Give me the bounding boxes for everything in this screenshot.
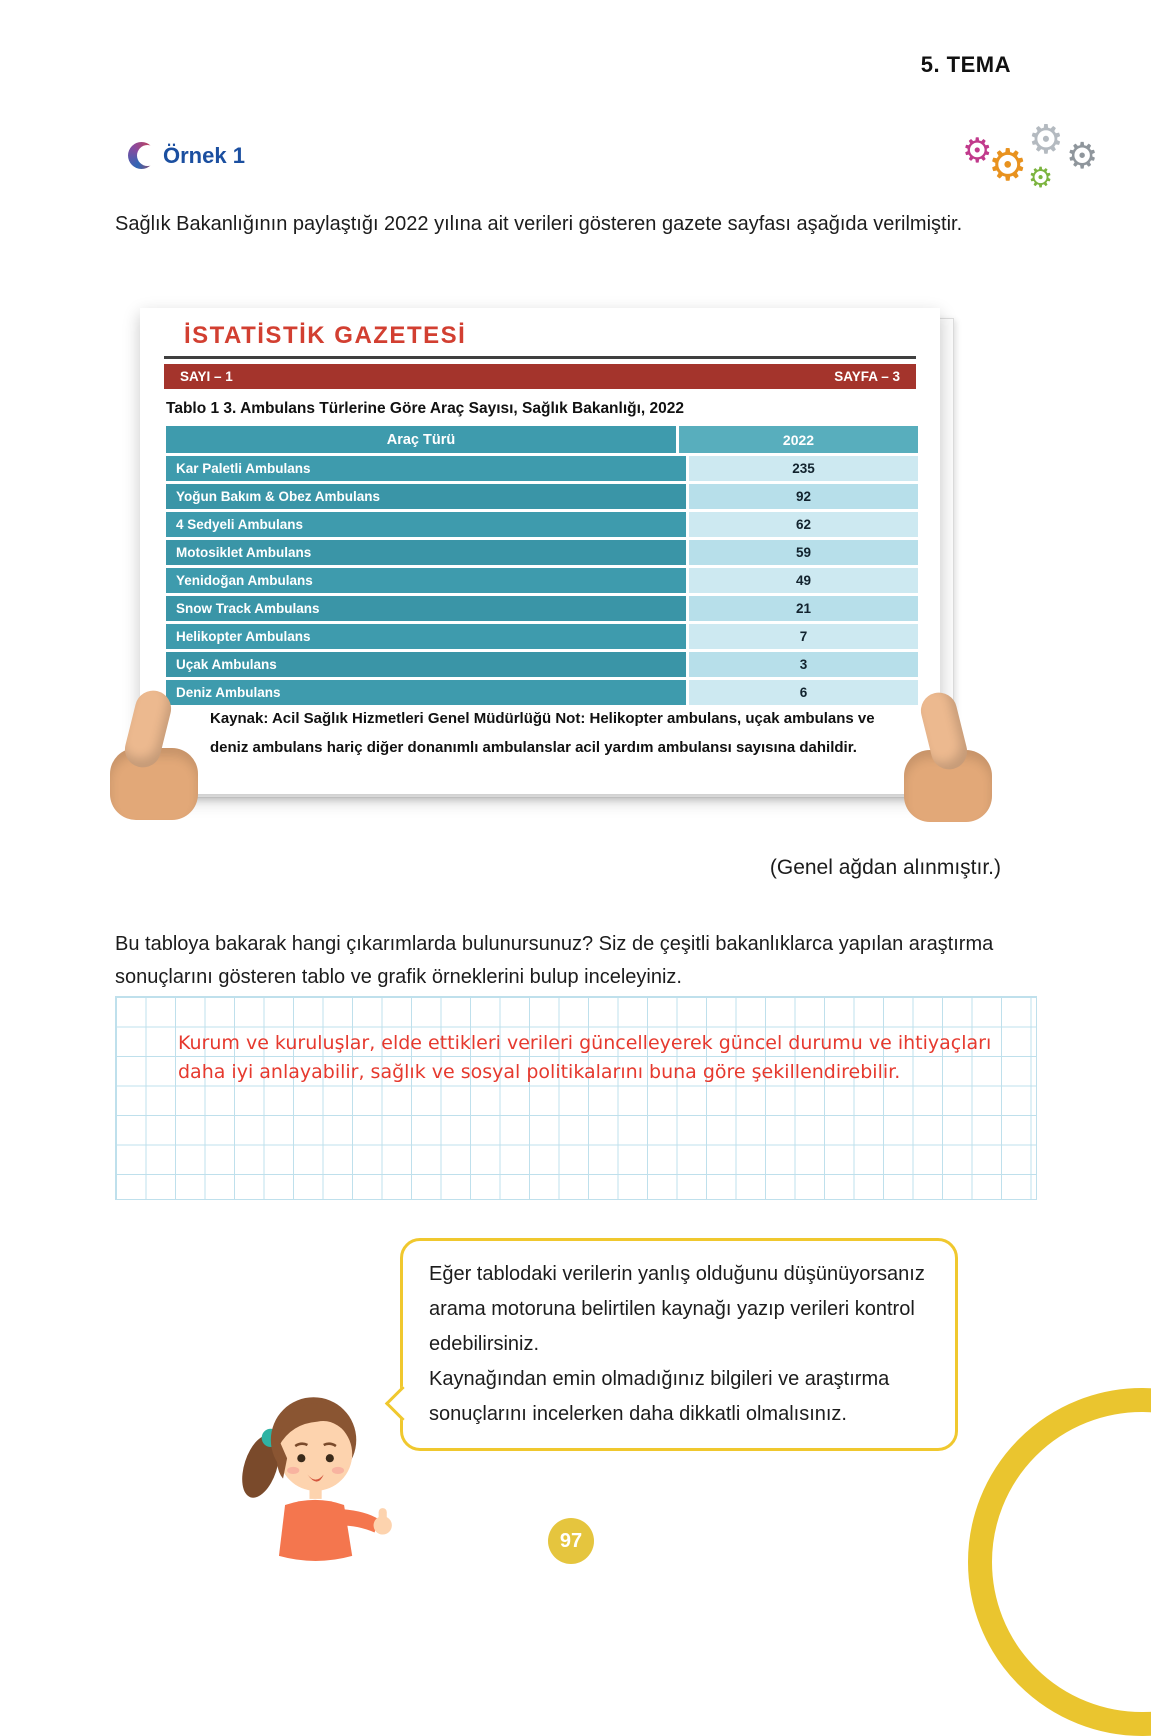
row-value: 6 xyxy=(689,680,918,705)
row-type: 4 Sedyeli Ambulans xyxy=(166,512,686,537)
ambulance-table xyxy=(166,426,918,708)
girl-shirt xyxy=(279,1500,352,1561)
right-hand-photo xyxy=(896,692,992,822)
newspaper-masthead: İSTATİSTİK GAZETESİ xyxy=(184,322,467,349)
row-value: 62 xyxy=(689,512,918,537)
example-header xyxy=(128,142,245,169)
issue-label: SAYI – 1 xyxy=(180,369,233,384)
gear-icon: ⚙ xyxy=(1066,135,1099,176)
ambulance-table-body xyxy=(166,456,918,708)
table-row xyxy=(166,540,918,565)
row-value: 235 xyxy=(689,456,918,481)
gear-icon: ⚙ xyxy=(1028,118,1064,162)
table-row xyxy=(166,680,918,705)
row-type: Uçak Ambulans xyxy=(166,652,686,677)
photo-source-caption: (Genel ağdan alınmıştır.) xyxy=(769,856,1001,879)
table-row xyxy=(166,652,918,677)
handwritten-answer: Kurum ve kuruluşlar, elde ettikleri verileri güncelleyerek güncel durumu ve ihtiyaçları daha iyi anlayabilir, sağlık ve sosyal politikalarını buna göre şekillendirebilir. xyxy=(178,1032,992,1084)
row-value: 59 xyxy=(689,540,918,565)
table-row xyxy=(166,456,918,481)
left-hand-photo xyxy=(110,690,198,820)
source-note: Kaynak: Acil Sağlık Hizmetleri Genel Müdürlüğü Not: Helikopter ambulans, uçak ambulans ve deniz ambulans hariç diğer donanımlı ambulanslar acil yardım ambulansı sayısına dahildir. xyxy=(210,710,875,757)
row-type: Helikopter Ambulans xyxy=(166,624,686,649)
bubble-text-2: Kaynağından emin olmadığınız bilgileri ve araştırma sonuçlarını incelerken daha dikkatli olmalısınız. xyxy=(429,1368,890,1425)
row-type: Motosiklet Ambulans xyxy=(166,540,686,565)
girl-eye xyxy=(297,1454,305,1462)
table-row xyxy=(166,484,918,509)
question-paragraph: Bu tabloya bakarak hangi çıkarımlarda bulunursunuz? Siz de çeşitli bakanlıklarca yapılan araştırma sonuçlarını gösteren tablo ve grafik örneklerini bulup inceleyiniz. xyxy=(115,933,994,988)
table-header-row xyxy=(166,426,918,453)
bubble-text-1: Eğer tablodaki verilerin yanlış olduğunu düşünüyorsanız arama motoruna belirtilen kaynağı yazıp verileri kontrol edebilirsiniz. xyxy=(429,1263,925,1355)
table-row xyxy=(166,512,918,537)
table-title: Tablo 1 3. Ambulans Türlerine Göre Araç Sayısı, Sağlık Bakanlığı, 2022 xyxy=(166,400,685,417)
gear-icon: ⚙ xyxy=(962,132,993,170)
table-row xyxy=(166,568,918,593)
row-type: Yoğun Bakım & Obez Ambulans xyxy=(166,484,686,509)
intro-paragraph: Sağlık Bakanlığının paylaştığı 2022 yılına ait verileri gösteren gazete sayfası aşağıda verilmiştir. xyxy=(115,213,963,235)
gears-decoration xyxy=(962,116,1137,211)
masthead-divider xyxy=(164,356,916,359)
table-row xyxy=(166,624,918,649)
gear-icon: ⚙ xyxy=(988,141,1028,190)
newspaper xyxy=(140,308,940,794)
theme-heading: 5. TEMA xyxy=(920,52,1011,77)
page-label: SAYFA – 3 xyxy=(834,369,900,384)
girl-character-illustration xyxy=(222,1372,400,1577)
row-value: 92 xyxy=(689,484,918,509)
issue-bar xyxy=(164,364,916,389)
gear-icon: ⚙ xyxy=(1028,162,1054,193)
corner-ring-decoration xyxy=(968,1388,1151,1736)
answer-grid xyxy=(115,996,1037,1200)
girl-eye xyxy=(326,1454,334,1462)
table-row xyxy=(166,596,918,621)
row-value: 7 xyxy=(689,624,918,649)
column-header-2022: 2022 xyxy=(679,426,918,453)
row-value: 49 xyxy=(689,568,918,593)
row-value: 3 xyxy=(689,652,918,677)
row-value: 21 xyxy=(689,596,918,621)
page-number-badge: 97 xyxy=(548,1518,594,1564)
example-swirl-icon xyxy=(128,142,155,169)
girl-thumb xyxy=(379,1508,387,1521)
row-type: Kar Paletli Ambulans xyxy=(166,456,686,481)
row-type: Snow Track Ambulans xyxy=(166,596,686,621)
row-type: Deniz Ambulans xyxy=(166,680,686,705)
column-header-type: Araç Türü xyxy=(166,426,676,453)
example-label: Örnek 1 xyxy=(163,142,245,168)
row-type: Yenidoğan Ambulans xyxy=(166,568,686,593)
speech-bubble xyxy=(400,1238,958,1451)
